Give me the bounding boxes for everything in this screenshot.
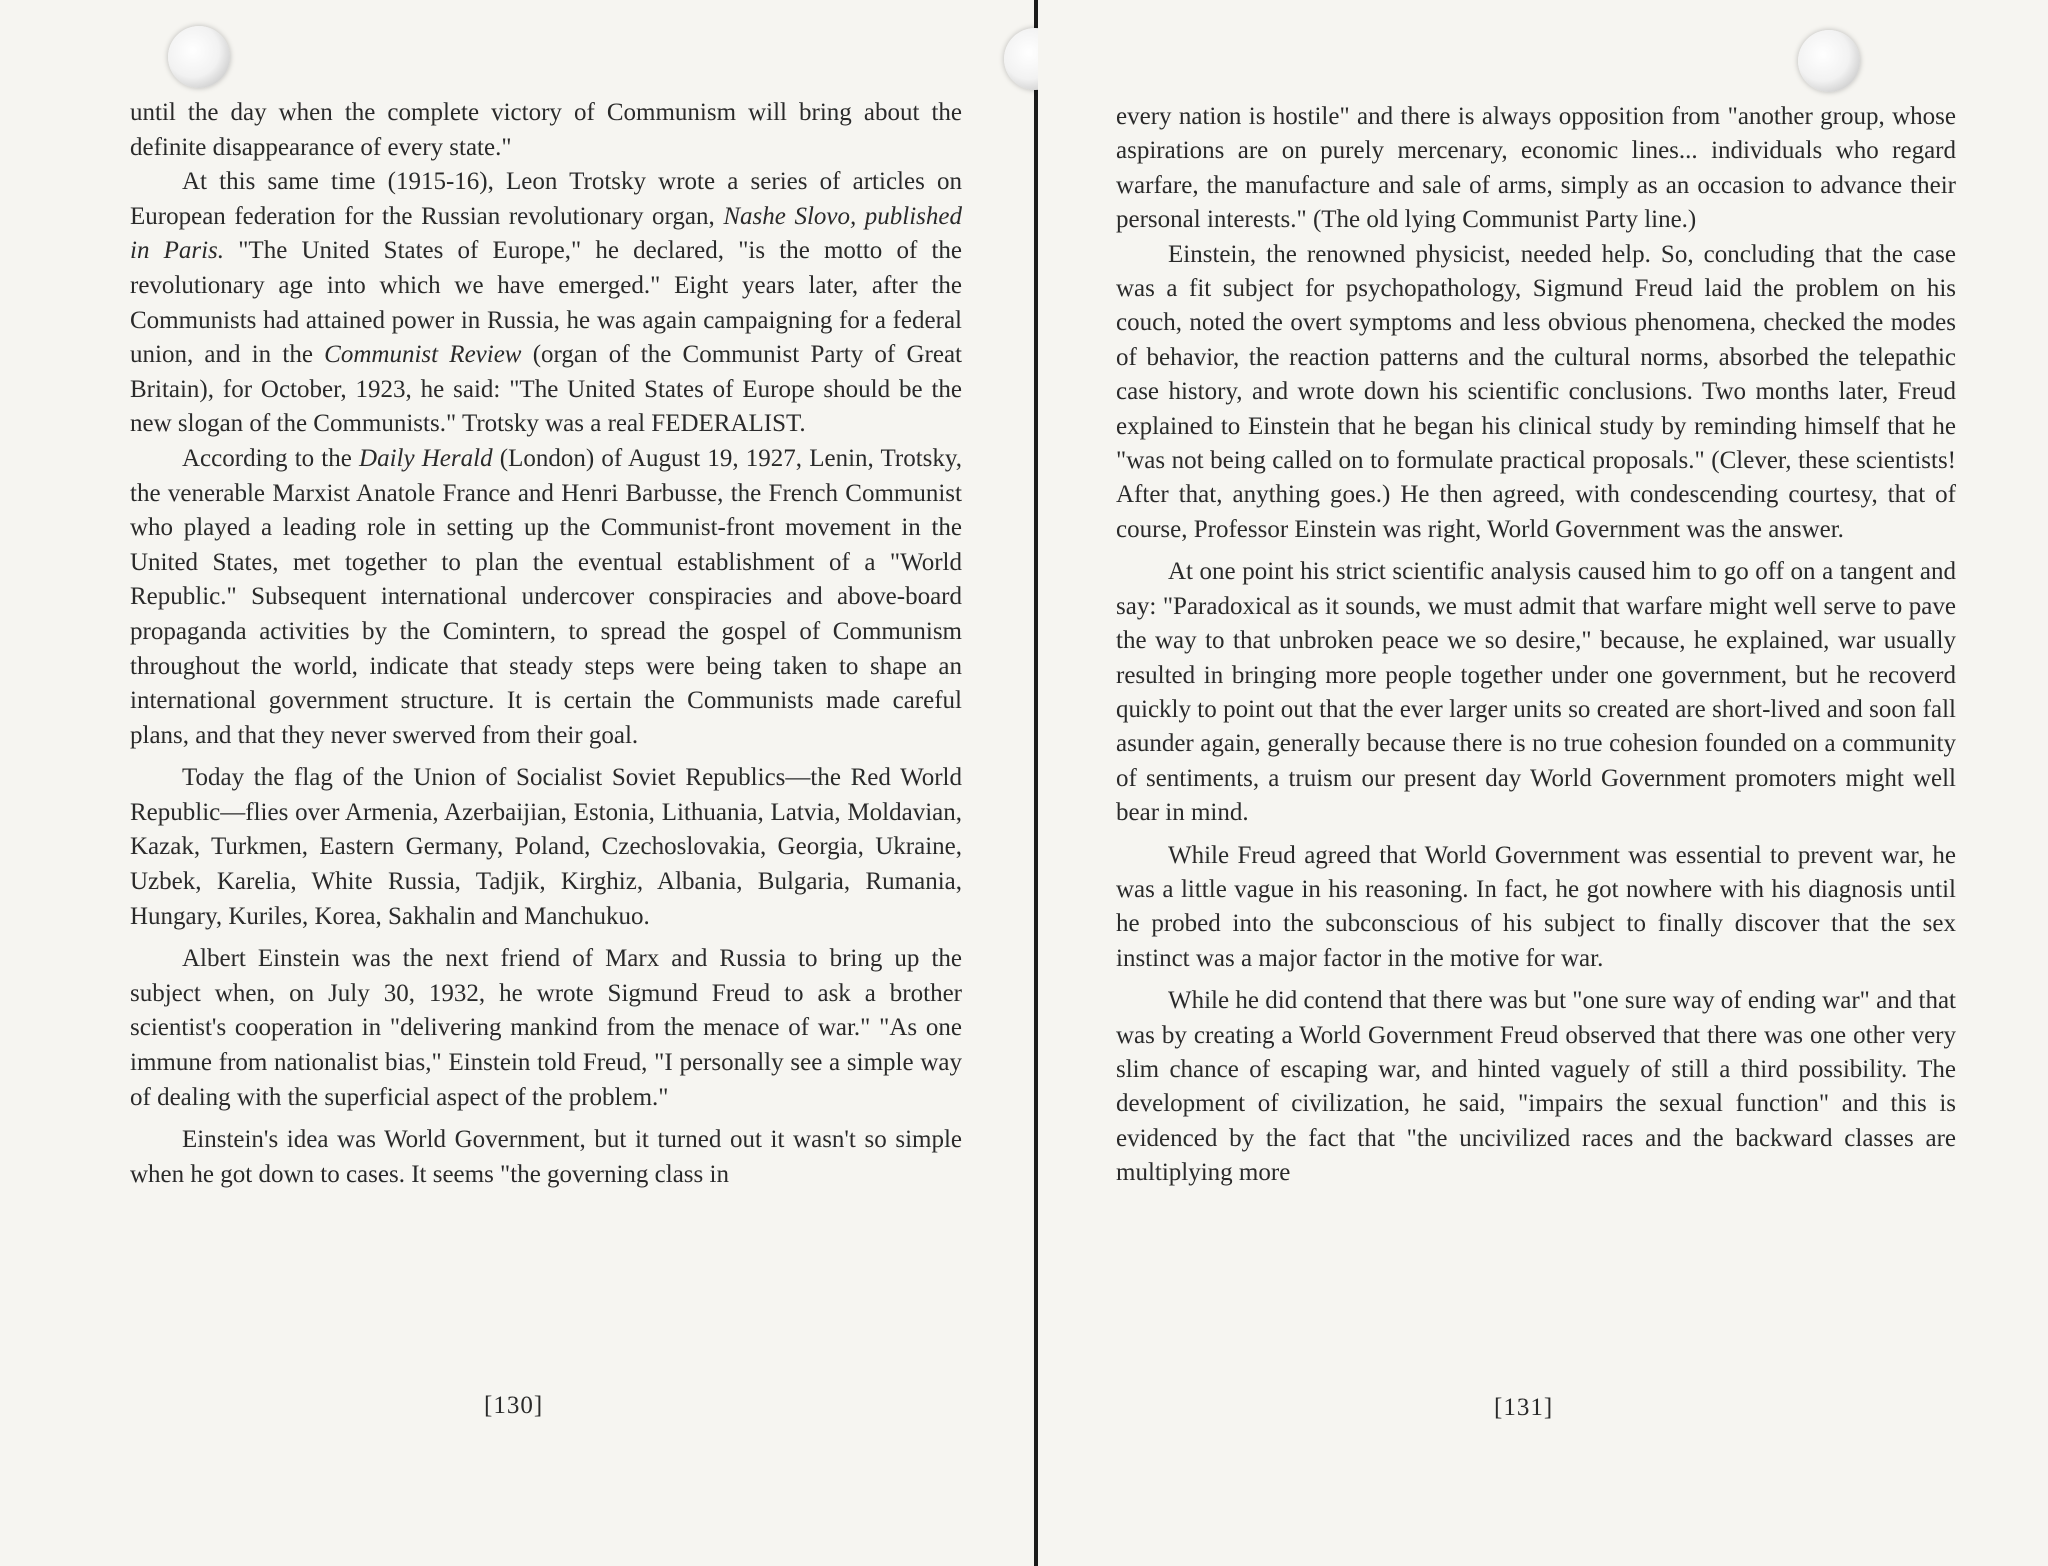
paragraph: Today the flag of the Union of Socialist Soviet Republics—the Red World Republic—flies over Armenia, Azerbaijian, Estonia, Lithuania, Latvia, Moldavian, Kazak, Turkmen, Eastern Germany, Poland, Czechoslovakia, Georgia, Ukraine, Uzbek, Karelia, White Russia, Tadjik, Kirghiz, Albania, Bulgaria, Rumania, Hungary, Kuriles, Korea, Sakhalin and Manchukuo. (130, 764, 962, 930)
left-page-text (130, 96, 962, 1192)
page-number: [131] (1494, 1394, 1554, 1421)
paragraph (130, 442, 962, 753)
binder-hole-icon (1798, 30, 1860, 92)
paragraph: until the day when the complete victory of Communism will bring about the definite disappearance of every state." (130, 99, 962, 161)
paragraph (130, 165, 962, 442)
paragraph: Albert Einstein was the next friend of Marx and Russia to bring up the subject when, on July 30, 1932, he wrote Sigmund Freud to ask a brother scientist's cooperation in "delivering mankind from the menace of war." "As one immune from nationalist bias," Einstein told Freud, "I personally see a simple way of dealing with the superficial aspect of the problem." (130, 945, 962, 1111)
paragraph: At one point his strict scientific analysis caused him to go off on a tangent and say: "Paradoxical as it sounds, we must admit that warfare might well serve to pave the way to that unbroken peace we so desire," because, he explained, war usually resulted in bringing more people together under one government, but he recoverd quickly to point out that the ever larger units so created are short-lived and soon fall asunder again, generally because there is no true cohesion founded on a community of sentiments, a truism our present day World Government promoters might well bear in mind. (1116, 558, 1956, 827)
italic-title: Slovo, published in Paris. (130, 202, 963, 265)
binder-hole-icon (168, 26, 230, 88)
paragraph-text: (organ of the Communist Party of Great Britain), for October, 1923, he said: "The United States of Europe should be the new slogan of the Communists." Trotsky was a real FEDERALIST. (130, 341, 962, 438)
paragraph-text: "The United States of Europe," he declared, "is the motto of the revolutionary age into which we have emerged." Eight years later, after the Communists had attained power in Russia, he was again campaigning for a federal union, and in the (130, 237, 962, 369)
paragraph: Einstein, the renowned physicist, needed help. So, concluding that the case was a fit subject for psychopathology, Sigmund Freud laid the problem on his couch, noted the overt symptoms and less obvious phenomena, checked the modes of behavior, the reaction patterns and the cultural norms, absorbed the telepathic case history, and wrote down his scientific conclusions. Two months later, Freud explained to Einstein that he began his clinical study by reminding himself that he "was not being called on to formulate practical proposals." (Clever, these scientists! After that, anything goes.) He then agreed, with condescending courtesy, that of course, Professor Einstein was right, World Government was the answer. (1116, 240, 1956, 543)
paragraph-text: According to the (182, 444, 360, 472)
paragraph: While Freud agreed that World Government was essential to prevent war, he was a little vague in his reasoning. In fact, he got nowhere with his diagnosis until he probed into the subconscious of his subject to finally discover that the sex instinct was a major factor in the motive for war. (1116, 841, 1956, 972)
right-page-text (1116, 100, 1956, 1191)
italic-title: Communist Review (324, 341, 522, 369)
italic-title: Nashe (723, 202, 786, 230)
page-number: [130] (484, 1392, 544, 1419)
right-page (1038, 0, 2048, 1566)
paragraph: Einstein's idea was World Government, but it turned out it wasn't so simple when he got down to cases. It seems "the governing class in (130, 1126, 962, 1188)
italic-title: Daily Herald (359, 444, 493, 472)
paragraph-text: At this same time (1915-16), Leon Trotsky wrote a series of articles on European federation for the Russian revolutionary organ, (130, 168, 962, 230)
paragraph-text: (London) of August 19, 1927, Lenin, Trotsky, the venerable Marxist Anatole France and Henri Barbusse, the French Communist who played a leading role in setting up the Communist-front movement in the United States, met together to plan the eventual establishment of a "World Republic." Subsequent international undercover conspiracies and above-board propaganda activities by the Comintern, to spread the gospel of Communism throughout the world, indicate that steady steps were being taken to shape an international government structure. It is certain the Communists made careful plans, and that they never swerved from their goal. (130, 444, 962, 749)
paragraph: While he did contend that there was but "one sure way of ending war" and that was by creating a World Government Freud observed that there was one other very slim chance of escaping war, and hinted vaguely of still a third possibility. The development of civilization, he said, "impairs the sexual function" and this is evidenced by the fact that "the uncivilized races and the backward classes are multiplying more (1116, 987, 1956, 1187)
paragraph: every nation is hostile" and there is always opposition from "another group, whose aspirations are on purely mercenary, economic lines... individuals who regard warfare, the manufacture and sale of arms, simply as an occasion to advance their personal interests." (The old lying Communist Party line.) (1116, 103, 1956, 234)
